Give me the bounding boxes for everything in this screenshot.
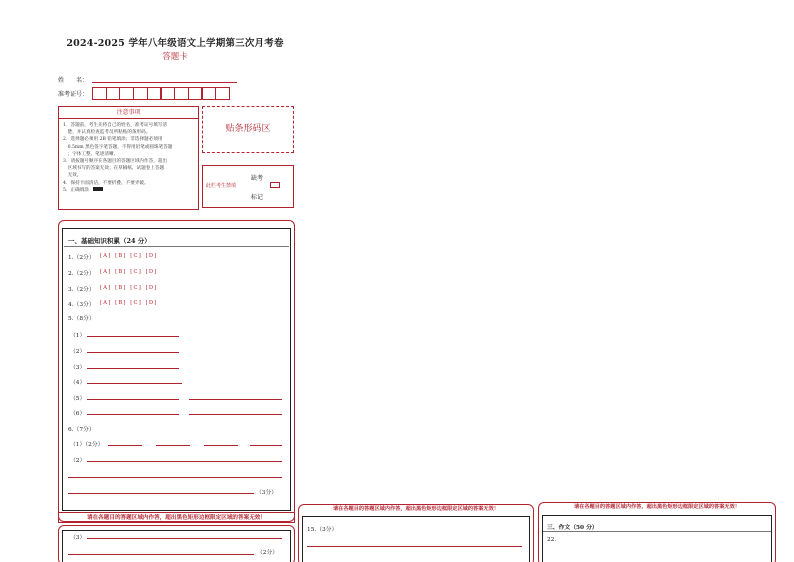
ticket-digit-box[interactable] <box>188 87 203 100</box>
absent-label-bottom: 标记 <box>251 194 264 201</box>
answer-line[interactable] <box>87 336 179 337</box>
option-b-bubble[interactable]: [ B ] <box>115 285 126 291</box>
option-d-bubble[interactable]: [ D ] <box>145 269 157 275</box>
answer-line[interactable] <box>189 399 282 400</box>
answer-line[interactable] <box>189 414 282 415</box>
section1-heading: 一、基础知识积累（24 分） <box>68 237 151 245</box>
answer-line[interactable] <box>68 493 254 494</box>
answer-line[interactable] <box>108 445 142 446</box>
q5-sub-label: （4） <box>70 380 86 386</box>
option-b-bubble[interactable]: [ B ] <box>115 269 126 275</box>
notice-example <box>63 187 194 194</box>
q6-label: 6.（7分） <box>68 427 95 433</box>
notice-example-label: 5．正确填涂 <box>63 187 89 193</box>
notice-item: 区域书写的答案无效；在草稿纸、试题卷上答题 <box>63 166 165 172</box>
answer-line[interactable] <box>156 445 190 446</box>
q5-sub-label: （2） <box>70 349 86 355</box>
section3-divider <box>543 531 771 532</box>
option-a-bubble[interactable]: [ A ] <box>100 300 111 306</box>
mcq-row <box>68 251 161 261</box>
option-c-bubble[interactable]: [ C ] <box>130 285 141 291</box>
section3-heading: 三、作文（50 分） <box>547 525 598 531</box>
question-number: 2.（2分） <box>68 270 95 277</box>
q5-label: 5.（8分） <box>68 316 95 322</box>
column2-warning: 请在各题目的答题区域内作答，超出黑色矩形边框限定区域的答案无效！ <box>332 506 499 512</box>
option-b-bubble[interactable]: [ B ] <box>115 300 126 306</box>
question-number: 3.（2分） <box>68 286 95 293</box>
name-field[interactable] <box>92 82 237 83</box>
q15-label: 15.（3分） <box>307 527 338 533</box>
answer-line[interactable] <box>68 554 254 555</box>
notice-item: 1．答题前，考生先将自己的姓名，准考证号填写清 <box>63 123 167 128</box>
section1-divider <box>64 246 289 247</box>
exam-title: 2024-2025 学年八年级语文上学期第三次月考卷 <box>66 38 284 49</box>
continuation-answer-area <box>62 530 291 562</box>
option-a-bubble[interactable]: [ A ] <box>100 253 111 259</box>
answer-line[interactable] <box>87 461 282 462</box>
ticket-digit-box[interactable] <box>106 87 121 100</box>
ticket-digit-box[interactable] <box>119 87 134 100</box>
ticket-digit-box[interactable] <box>174 87 189 100</box>
option-c-bubble[interactable]: [ C ] <box>130 269 141 275</box>
answer-line[interactable] <box>87 399 179 400</box>
notice-item: 无效。 <box>63 173 82 179</box>
ticket-number-label: 准考证号： <box>58 91 89 98</box>
q5-sub-label: （1） <box>70 333 86 339</box>
notice-heading: 注意事项 <box>59 107 198 119</box>
option-c-bubble[interactable]: [ C ] <box>130 253 141 259</box>
q22-label: 22. <box>547 537 557 543</box>
option-d-bubble[interactable]: [ D ] <box>145 253 157 259</box>
answer-line[interactable] <box>87 383 182 384</box>
absent-note: 此栏考生禁填 <box>206 183 237 189</box>
option-c-bubble[interactable]: [ C ] <box>130 300 141 306</box>
notice-item: ；字体工整、笔迹清晰。 <box>63 151 119 157</box>
notice-body <box>59 119 198 197</box>
answer-area-warning: 请在各题目的答题区域内作答，超出黑色矩形边框限定区域的答案无效！ <box>58 512 295 523</box>
question-number: 4.（3分） <box>68 301 95 308</box>
ticket-digit-box[interactable] <box>215 87 230 100</box>
mcq-row <box>68 298 161 308</box>
option-b-bubble[interactable]: [ B ] <box>115 253 126 259</box>
column3-warning: 请在各题目的答题区域内作答，超出黑色矩形边框限定区域的答案无效！ <box>573 504 740 510</box>
ticket-digit-box[interactable] <box>147 87 162 100</box>
sub3-label: （3） <box>70 535 86 541</box>
option-a-bubble[interactable]: [ A ] <box>100 285 111 291</box>
option-a-bubble[interactable]: [ A ] <box>100 269 111 275</box>
column2-answer-area <box>302 516 530 562</box>
answer-line[interactable] <box>204 445 238 446</box>
name-label: 姓 名： <box>58 77 89 84</box>
answer-line[interactable] <box>87 368 179 369</box>
notice-item: 3．请按题号顺序在各题目的答题区域内作答，超出 <box>63 159 167 165</box>
answer-line[interactable] <box>87 414 179 415</box>
answer-line[interactable] <box>307 546 522 547</box>
q5-sub-label: （5） <box>70 396 86 402</box>
option-d-bubble[interactable]: [ D ] <box>145 285 157 291</box>
ticket-digit-box[interactable] <box>92 87 107 100</box>
mcq-row <box>68 283 161 293</box>
q6-sub2-label: （2） <box>70 458 86 464</box>
notice-box <box>58 106 199 210</box>
q5-sub-label: （3） <box>70 365 86 371</box>
answer-line[interactable] <box>87 352 179 353</box>
ticket-digit-box[interactable] <box>161 87 176 100</box>
absent-mark-box <box>202 165 294 208</box>
option-d-bubble[interactable]: [ D ] <box>145 300 157 306</box>
sub3-score: （2分） <box>257 550 279 556</box>
absent-label-top: 缺考 <box>251 175 264 182</box>
notice-item: 0.5mm 黑色签字笔答题，不得用铅笔或圆珠笔答题 <box>63 144 173 150</box>
q5-sub-label: （6） <box>70 411 86 417</box>
answer-line[interactable] <box>250 445 282 446</box>
answer-line[interactable] <box>87 538 282 539</box>
ticket-digit-box[interactable] <box>202 87 217 100</box>
mcq-row <box>68 267 161 277</box>
q6-score: （3分） <box>256 490 278 496</box>
ticket-digit-box[interactable] <box>133 87 148 100</box>
question-number: 1.（2分） <box>68 254 95 261</box>
notice-item: 2．选择题必须用 2B 铅笔填涂；非选择题必须用 <box>63 137 163 143</box>
answer-line[interactable] <box>68 477 282 478</box>
notice-item: 楚，并认真检查监考员所粘贴的条形码。 <box>63 130 151 136</box>
notice-item: 4．保持卡面清洁，不要折叠、不要弄破。 <box>63 180 149 186</box>
filled-mark-icon <box>93 187 103 191</box>
q6-sub1-label: （1）（2分） <box>70 442 104 448</box>
ticket-number-boxes <box>92 87 229 100</box>
answer-card-subtitle: 答题卡 <box>162 52 188 62</box>
absent-checkbox[interactable] <box>270 182 280 188</box>
barcode-area: 贴条形码区 <box>202 106 294 153</box>
